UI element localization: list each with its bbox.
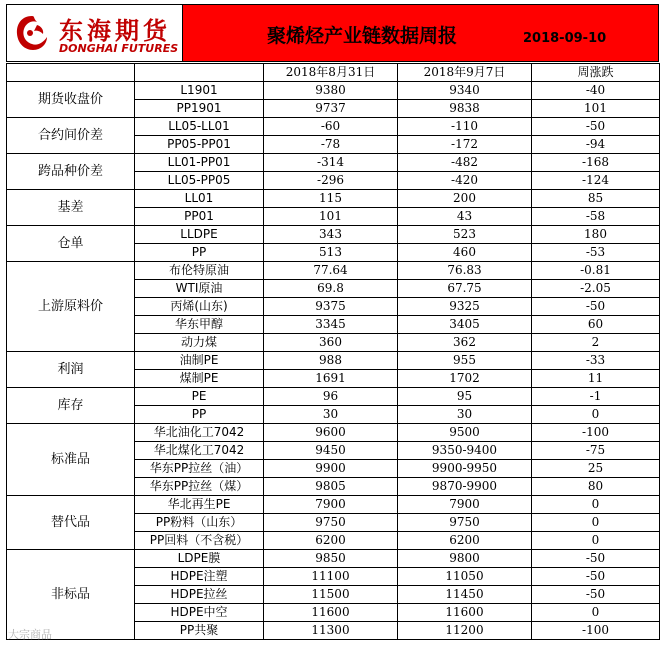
value-sep7-cell: 67.75 <box>398 280 532 298</box>
value-aug31-cell: 11600 <box>264 604 398 622</box>
item-cell: 动力煤 <box>135 334 264 352</box>
column-header <box>7 64 135 82</box>
value-aug31-cell: 9600 <box>264 424 398 442</box>
value-aug31-cell: -60 <box>264 118 398 136</box>
weekly-change-cell: -100 <box>532 424 660 442</box>
value-sep7-cell: 9340 <box>398 82 532 100</box>
weekly-change-cell: 60 <box>532 316 660 334</box>
value-sep7-cell: 523 <box>398 226 532 244</box>
value-aug31-cell: 3345 <box>264 316 398 334</box>
category-cell: 上游原料价 <box>7 262 135 352</box>
value-aug31-cell: 1691 <box>264 370 398 388</box>
value-aug31-cell: -78 <box>264 136 398 154</box>
category-cell: 合约间价差 <box>7 118 135 154</box>
column-header <box>135 64 264 82</box>
value-sep7-cell: 11050 <box>398 568 532 586</box>
item-cell: LL05-LL01 <box>135 118 264 136</box>
weekly-change-cell: 0 <box>532 496 660 514</box>
data-table <box>6 63 660 640</box>
weekly-change-cell: -58 <box>532 208 660 226</box>
item-cell: PP粉料（山东） <box>135 514 264 532</box>
table-row <box>7 424 660 442</box>
column-header: 2018年8月31日 <box>264 64 398 82</box>
weekly-change-cell: -0.81 <box>532 262 660 280</box>
value-aug31-cell: 77.64 <box>264 262 398 280</box>
value-aug31-cell: 9805 <box>264 478 398 496</box>
weekly-change-cell: 0 <box>532 514 660 532</box>
table-row <box>7 388 660 406</box>
value-aug31-cell: -296 <box>264 172 398 190</box>
item-cell: 华东PP拉丝（煤） <box>135 478 264 496</box>
value-aug31-cell: 513 <box>264 244 398 262</box>
value-aug31-cell: 11100 <box>264 568 398 586</box>
company-logo <box>7 5 183 61</box>
value-sep7-cell: -420 <box>398 172 532 190</box>
item-cell: PP共聚 <box>135 622 264 640</box>
value-sep7-cell: -110 <box>398 118 532 136</box>
report-title: 聚烯烃产业链数据周报 <box>267 25 458 47</box>
value-aug31-cell: 6200 <box>264 532 398 550</box>
value-aug31-cell: 69.8 <box>264 280 398 298</box>
item-cell: LL05-PP05 <box>135 172 264 190</box>
item-cell: HDPE注塑 <box>135 568 264 586</box>
category-cell: 库存 <box>7 388 135 424</box>
weekly-change-cell: -1 <box>532 388 660 406</box>
weekly-change-cell: 25 <box>532 460 660 478</box>
category-cell: 跨品种价差 <box>7 154 135 190</box>
item-cell: PP回料（不含税） <box>135 532 264 550</box>
item-cell: L1901 <box>135 82 264 100</box>
value-aug31-cell: 7900 <box>264 496 398 514</box>
weekly-change-cell: -33 <box>532 352 660 370</box>
item-cell: 布伦特原油 <box>135 262 264 280</box>
value-aug31-cell: -314 <box>264 154 398 172</box>
value-sep7-cell: 11600 <box>398 604 532 622</box>
table-row <box>7 550 660 568</box>
value-sep7-cell: 9500 <box>398 424 532 442</box>
weekly-change-cell: -94 <box>532 136 660 154</box>
table-header-row <box>7 64 660 82</box>
value-aug31-cell: 9737 <box>264 100 398 118</box>
title-banner <box>183 5 658 61</box>
category-cell: 利润 <box>7 352 135 388</box>
value-sep7-cell: 200 <box>398 190 532 208</box>
value-sep7-cell: 955 <box>398 352 532 370</box>
weekly-change-cell: -168 <box>532 154 660 172</box>
value-aug31-cell: 9375 <box>264 298 398 316</box>
item-cell: PP05-PP01 <box>135 136 264 154</box>
weekly-change-cell: -50 <box>532 586 660 604</box>
item-cell: 丙烯(山东) <box>135 298 264 316</box>
weekly-change-cell: 11 <box>532 370 660 388</box>
value-sep7-cell: 9800 <box>398 550 532 568</box>
value-sep7-cell: 9750 <box>398 514 532 532</box>
item-cell: 华东甲醇 <box>135 316 264 334</box>
item-cell: LLDPE <box>135 226 264 244</box>
value-sep7-cell: 76.83 <box>398 262 532 280</box>
table-row <box>7 496 660 514</box>
item-cell: HDPE中空 <box>135 604 264 622</box>
value-sep7-cell: 9900-9950 <box>398 460 532 478</box>
item-cell: PP <box>135 244 264 262</box>
value-sep7-cell: 11450 <box>398 586 532 604</box>
weekly-change-cell: 85 <box>532 190 660 208</box>
weekly-change-cell: 80 <box>532 478 660 496</box>
value-sep7-cell: 460 <box>398 244 532 262</box>
value-sep7-cell: 362 <box>398 334 532 352</box>
weekly-change-cell: 0 <box>532 406 660 424</box>
weekly-change-cell: -53 <box>532 244 660 262</box>
weekly-change-cell: -50 <box>532 568 660 586</box>
category-cell: 期货收盘价 <box>7 82 135 118</box>
item-cell: LL01 <box>135 190 264 208</box>
item-cell: 华北再生PE <box>135 496 264 514</box>
item-cell: 华东PP拉丝（油） <box>135 460 264 478</box>
item-cell: LDPE膜 <box>135 550 264 568</box>
weekly-change-cell: -75 <box>532 442 660 460</box>
item-cell: 煤制PE <box>135 370 264 388</box>
value-sep7-cell: -172 <box>398 136 532 154</box>
value-aug31-cell: 9850 <box>264 550 398 568</box>
value-sep7-cell: -482 <box>398 154 532 172</box>
weekly-change-cell: -50 <box>532 550 660 568</box>
value-sep7-cell: 9325 <box>398 298 532 316</box>
watermark: 大宗商品 <box>8 628 52 641</box>
item-cell: 油制PE <box>135 352 264 370</box>
item-cell: PP01 <box>135 208 264 226</box>
value-sep7-cell: 9870-9900 <box>398 478 532 496</box>
table-row <box>7 190 660 208</box>
table-row <box>7 154 660 172</box>
value-aug31-cell: 988 <box>264 352 398 370</box>
table-row <box>7 82 660 100</box>
table-row <box>7 262 660 280</box>
value-aug31-cell: 9380 <box>264 82 398 100</box>
item-cell: PP <box>135 406 264 424</box>
value-sep7-cell: 9350-9400 <box>398 442 532 460</box>
value-sep7-cell: 3405 <box>398 316 532 334</box>
column-header: 2018年9月7日 <box>398 64 532 82</box>
value-aug31-cell: 30 <box>264 406 398 424</box>
value-aug31-cell: 343 <box>264 226 398 244</box>
item-cell: PP1901 <box>135 100 264 118</box>
value-sep7-cell: 11200 <box>398 622 532 640</box>
item-cell: WTI原油 <box>135 280 264 298</box>
value-aug31-cell: 360 <box>264 334 398 352</box>
weekly-change-cell: 0 <box>532 604 660 622</box>
value-aug31-cell: 9450 <box>264 442 398 460</box>
value-aug31-cell: 101 <box>264 208 398 226</box>
weekly-change-cell: 2 <box>532 334 660 352</box>
value-sep7-cell: 6200 <box>398 532 532 550</box>
weekly-change-cell: -124 <box>532 172 660 190</box>
value-sep7-cell: 7900 <box>398 496 532 514</box>
category-cell: 标准品 <box>7 424 135 496</box>
table-row <box>7 226 660 244</box>
column-header: 周涨跌 <box>532 64 660 82</box>
category-cell: 基差 <box>7 190 135 226</box>
value-aug31-cell: 11300 <box>264 622 398 640</box>
logo-english-name: DONGHAI FUTURES <box>59 42 179 55</box>
value-sep7-cell: 43 <box>398 208 532 226</box>
value-sep7-cell: 95 <box>398 388 532 406</box>
weekly-change-cell: -50 <box>532 298 660 316</box>
weekly-change-cell: 101 <box>532 100 660 118</box>
value-aug31-cell: 96 <box>264 388 398 406</box>
report-date: 2018-09-10 <box>523 31 607 46</box>
value-aug31-cell: 9750 <box>264 514 398 532</box>
weekly-change-cell: -40 <box>532 82 660 100</box>
item-cell: 华北油化工7042 <box>135 424 264 442</box>
weekly-change-cell: -50 <box>532 118 660 136</box>
value-aug31-cell: 9900 <box>264 460 398 478</box>
value-aug31-cell: 11500 <box>264 586 398 604</box>
value-aug31-cell: 115 <box>264 190 398 208</box>
logo-chinese-name: 东海期货 <box>59 17 171 45</box>
table-row <box>7 118 660 136</box>
item-cell: LL01-PP01 <box>135 154 264 172</box>
weekly-change-cell: -100 <box>532 622 660 640</box>
weekly-change-cell: 0 <box>532 532 660 550</box>
report-header <box>6 4 659 62</box>
category-cell: 仓单 <box>7 226 135 262</box>
weekly-change-cell: 180 <box>532 226 660 244</box>
dragon-logo-icon <box>13 13 51 53</box>
table-body <box>7 82 660 640</box>
value-sep7-cell: 9838 <box>398 100 532 118</box>
value-sep7-cell: 30 <box>398 406 532 424</box>
item-cell: HDPE拉丝 <box>135 586 264 604</box>
category-cell: 非标品 <box>7 550 135 640</box>
weekly-change-cell: -2.05 <box>532 280 660 298</box>
item-cell: PE <box>135 388 264 406</box>
table-row <box>7 352 660 370</box>
item-cell: 华北煤化工7042 <box>135 442 264 460</box>
value-sep7-cell: 1702 <box>398 370 532 388</box>
category-cell: 替代品 <box>7 496 135 550</box>
